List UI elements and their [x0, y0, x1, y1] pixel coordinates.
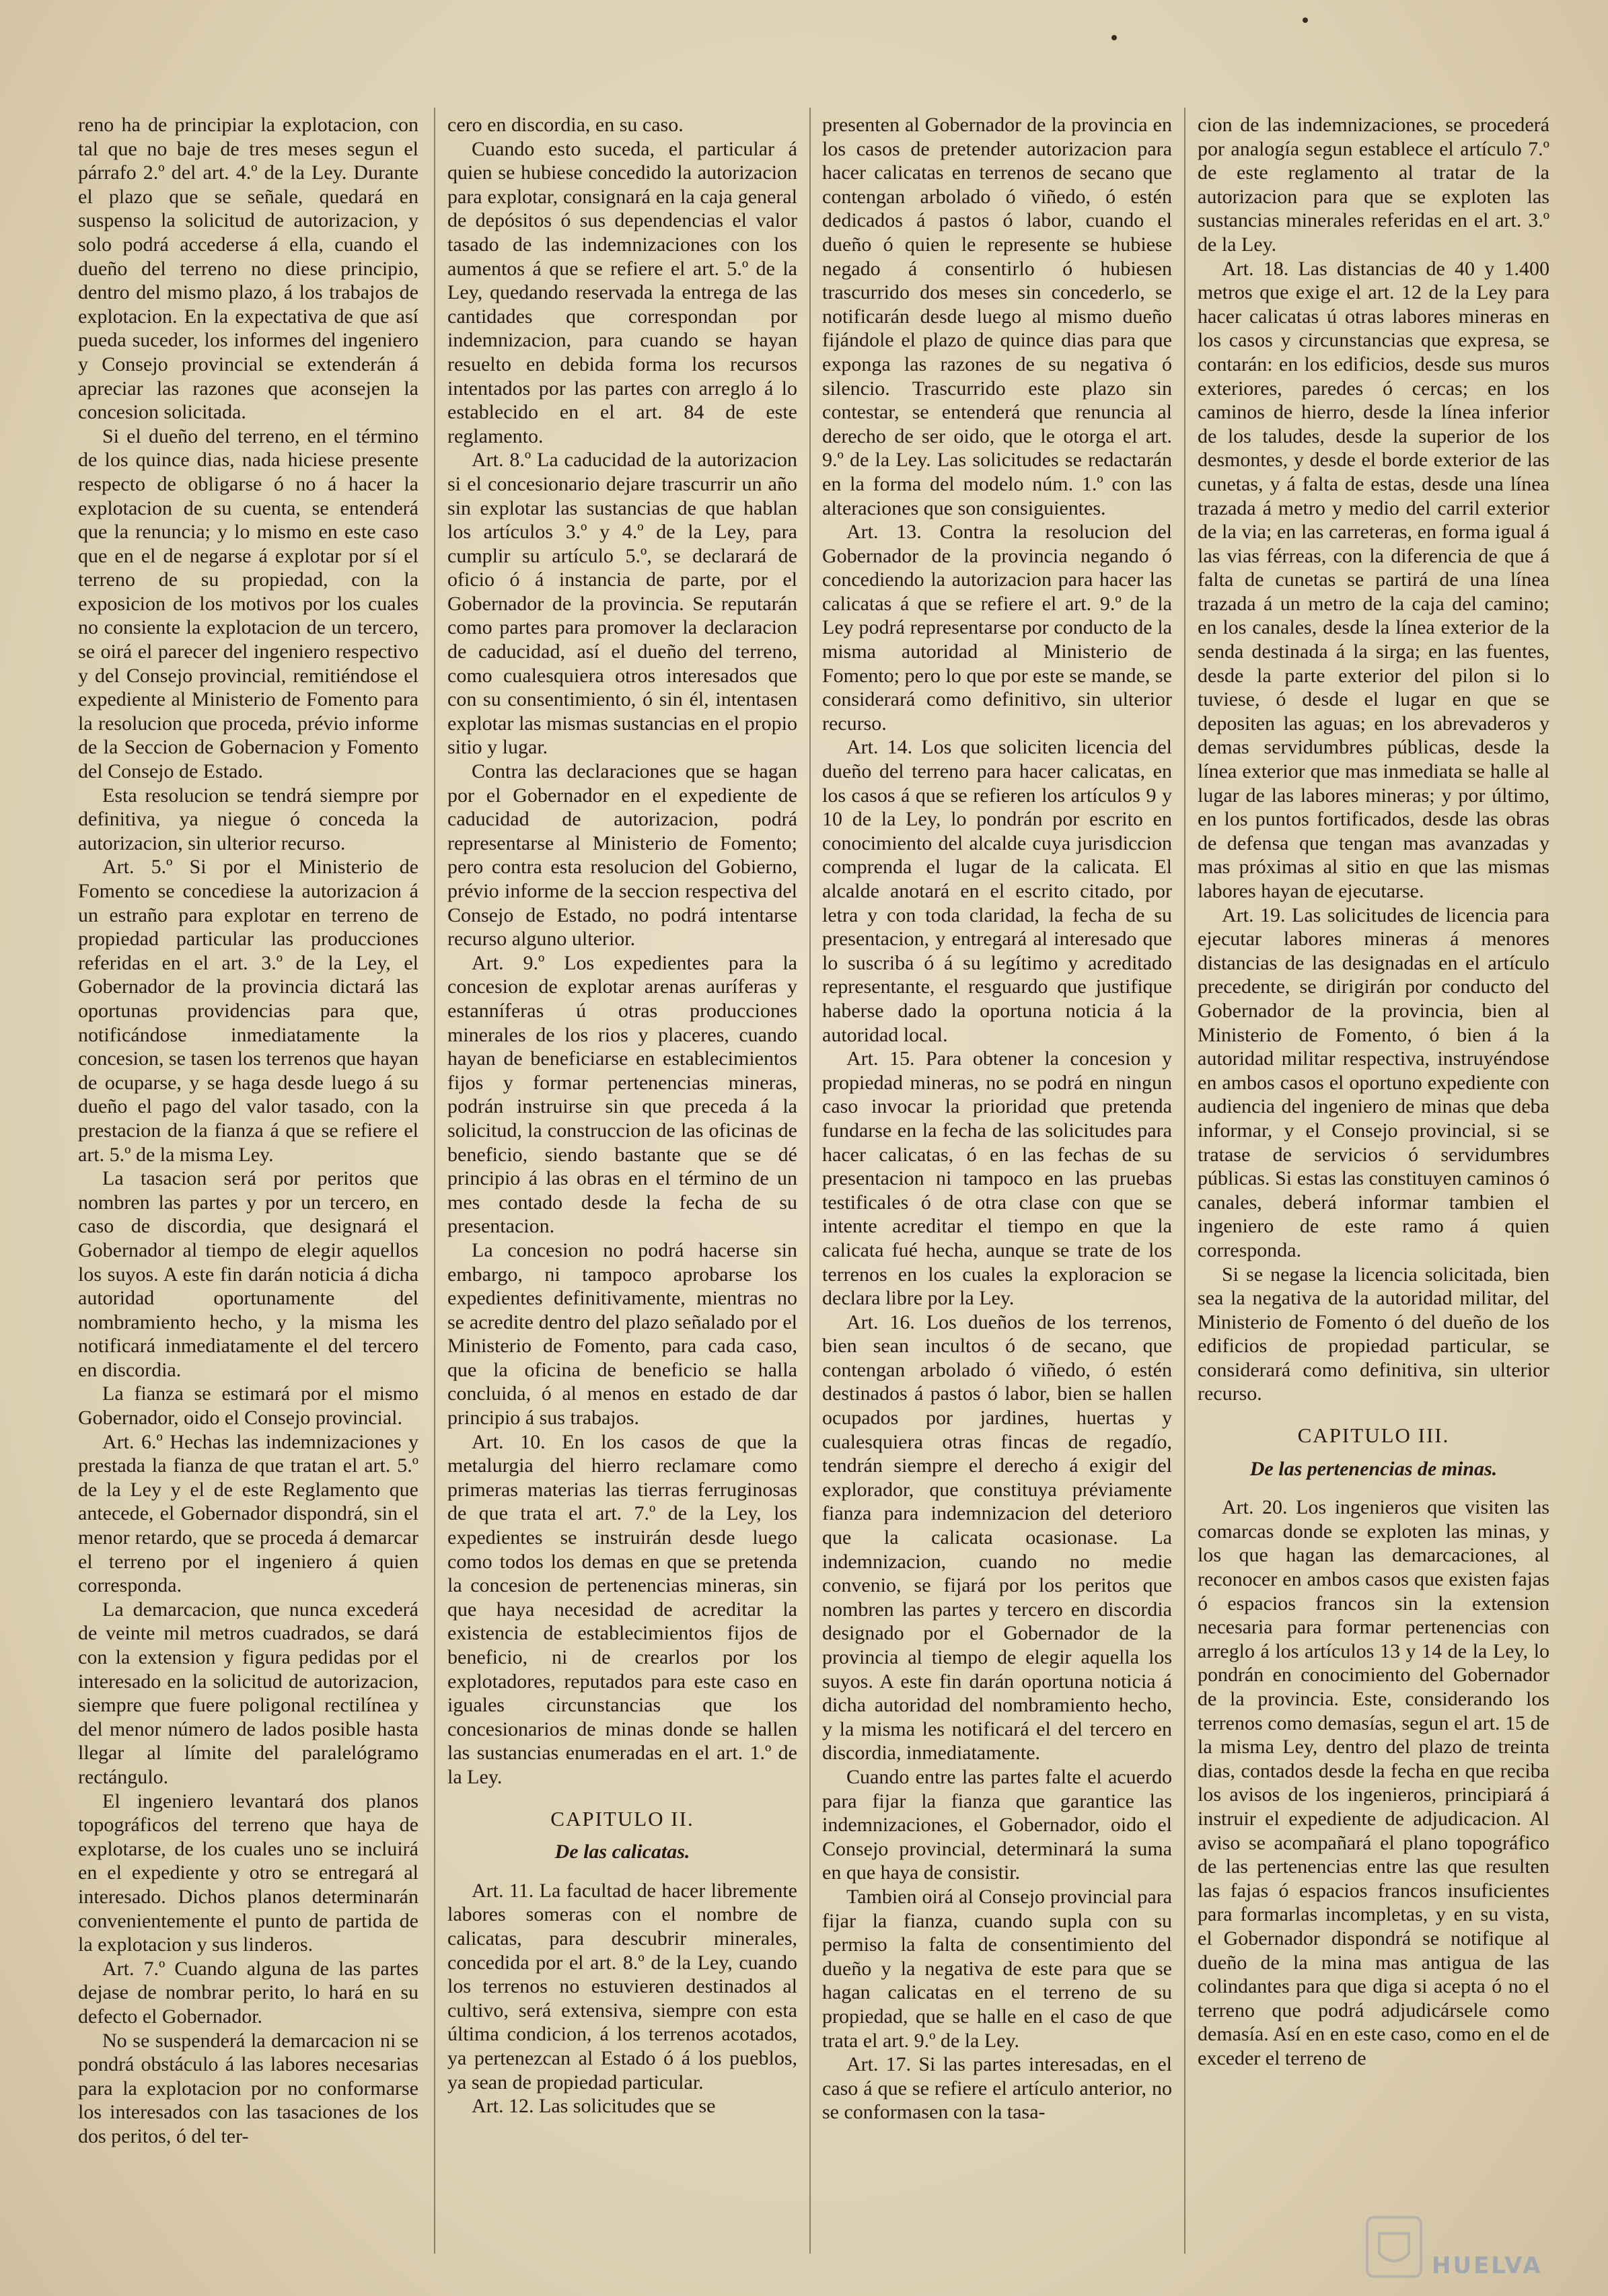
text-column-3: [822, 113, 1172, 2286]
chapter-heading: CAPITULO II.: [550, 1806, 694, 1830]
article-paragraph: Art. 7.º Cuando alguna de las partes dejase de nombrar perito, lo hará en su defecto el Gobernador.: [78, 1957, 418, 2028]
article-paragraph: Art. 9.º Los expedientes para la concesion de explotar arenas auríferas y estanníferas ú otras producciones minerales de los rios y placeres, cuando hayan de beneficiarse en establecimientos fijos y formar pertenencias mineras, podrán instruirse sin que preceda á la solicitud, la construccion de las oficinas de beneficio, siendo bastante que se dé principio á las obras en el término de un mes contado desde la fecha de su presentacion.: [447, 951, 797, 1238]
text-column-2: [447, 113, 797, 2286]
article-paragraph: Art. 19. Las solicitudes de licencia para ejecutar labores mineras á menores distancias de las designadas en el artículo precedente, se dirigirán por conducto del Gobernador de la provincia, bien al Ministerio de Fomento, ó bien á la autoridad militar respectiva, instruyéndose en ambos casos el oportuno expediente con audiencia del ingeniero de minas que deba informar, y el Consejo provincial, si se tratase de servicios ó servidumbres públicas. Si estas las constituyen caminos ó canales, deberá informar tambien el ingeniero de este ramo á quien corresponda.: [1198, 903, 1549, 1261]
article-paragraph: Art. 11. La facultad de hacer libremente labores someras con el nombre de calicatas, para descubrir minerales, concedida por el art. 8.º de la Ley, cuando los terrenos no estuvieren destinados al cultivo, será extensiva, siempre con esta última condicion, á los terrenos acotados, ya pertenezcan al Estado ó á los pueblos, ya sean de propiedad particular.: [447, 1879, 797, 2094]
article-paragraph: reno ha de principiar la explotacion, con tal que no baje de tres meses segun el párrafo 2.º del art. 4.º de la Ley. Durante el plazo que se señale, quedará en suspenso la solicitud de autorizacion, y solo podrá accederse á ella, cuando el dueño del terreno no diese principio, dentro del mismo plazo, á los trabajos de explotacion. En la expectativa de que así pueda suceder, los informes del ingeniero y Consejo provincial se extenderán á apreciar las razones que aconsejen la concesion solicitada.: [78, 114, 418, 424]
article-paragraph: Art. 13. Contra la resolucion del Gobernador de la provincia negando ó concediendo la autorizacion para hacer las calicatas á que se refiere el art. 9.º de la Ley podrá representarse por conducto de la misma autoridad al Ministerio de Fomento; pero lo que por este se mande, se considerará como definitivo, sin ulterior recurso.: [822, 521, 1172, 735]
chapter-subtitle: De las calicatas.: [554, 1841, 690, 1863]
article-paragraph: La demarcacion, que nunca excederá de veinte mil metros cuadrados, se dará con la extension y figura pedidas por el interesado en la solicitud de autorizacion, siempre que fuere poligonal rectilínea y del menor número de lados posible hasta llegar al límite del paralelógramo rectángulo.: [78, 1598, 418, 1788]
text-column-4: [1198, 113, 1549, 2286]
article-paragraph: Art. 18. Las distancias de 40 y 1.400 metros que exige el art. 12 de la Ley para hacer calicatas ú otras labores mineras en los casos y circunstancias que expresa, se contarán: en los edificios, desde sus muros exteriores, paredes ó cercas; en los caminos de hierro, desde la línea inferior de los taludes, desde la superior de los desmontes, y desde el borde exterior de las cunetas, y á falta de estas, desde una línea trazada á metro y medio del carril exterior de la via; en las carreteras, en forma igual á las vias férreas, con la diferencia de que á falta de cunetas se partirá de una línea trazada á un metro de la caja del camino; en los canales, desde la línea exterior de la senda destinada á la sirga; en las fuentes, desde la parte exterior del pilon si lo tuviese, ó desde el lugar en que se depositen las aguas; en los abrevaderos y demas servidumbres públicas, desde la línea exterior que mas inmediata se halle al lugar de las labores mineras; y por último, en los puntos fortificados, desde las obras de defensa que tengan mas avanzadas y mas próximas al sitio en que las mismas labores hayan de ejecutarse.: [1198, 257, 1549, 902]
article-paragraph: La fianza se estimará por el mismo Gobernador, oido el Consejo provincial.: [78, 1382, 418, 1430]
article-paragraph: Tambien oirá al Consejo provincial para fijar la fianza, cuando supla con su permiso la falta de consentimiento del dueño y la negativa de este para que se hagan calicatas en el terreno de su propiedad, que se halle en el caso de que trata el art. 9.º de la Ley.: [822, 1885, 1172, 2052]
article-paragraph: Art. 5.º Si por el Ministerio de Fomento se concediese la autorizacion á un estraño para explotar en terreno de propiedad particular las producciones referidas en el art. 3.º de la Ley, el Gobernador de la provincia dictará las oportunas providencias para que, notificándose inmediatamente la concesion, se tasen los terrenos que hayan de ocuparse, y se haga desde luego á su dueño el pago del valor tasado, con la prestacion de la fianza á que se refiere el art. 5.º de la misma Ley.: [78, 856, 418, 1166]
article-paragraph: Contra las declaraciones que se hagan por el Gobernador en el expediente de caducidad de autorizacion, podrá representarse al Ministerio de Fomento; pero contra esta resolucion del Gobierno, prévio informe de la seccion respectiva del Consejo de Estado, no podrá intentarse recurso alguno ulterior.: [447, 760, 797, 951]
article-paragraph: Art. 15. Para obtener la concesion y propiedad mineras, no se podrá en ningun caso invocar la prioridad que pretenda fundarse en la fecha de las solicitudes para hacer calicatas, ó en las fechas de su presentacion ni tampoco en las pruebas testificales ó de otra clase con que se intente acreditar el tiempo en que la calicata fué hecha, aunque se trate de los terrenos en los cuales la exploracion se declara libre por la Ley.: [822, 1047, 1172, 1310]
article-paragraph: La concesion no podrá hacerse sin embargo, ni tampoco aprobarse los expedientes definitivamente, mientras no se acredite dentro del plazo señalado por el Ministerio de Fomento, para cada caso, que la oficina de beneficio se halla concluida, ó al menos en estado de dar principio á sus trabajos.: [447, 1238, 797, 1430]
chapter-subtitle: De las pertenencias de minas.: [1249, 1457, 1498, 1480]
article-paragraph: presenten al Gobernador de la provincia en los casos de pretender autorizacion para hacer calicatas en terrenos de secano que contengan arbolado ó viñedo, ó estén dedicados á pastos ó labor, cuando el dueño ó quien le represente se hubiese negado á consentirlo ó hubiesen trascurrido dos meses sin concederlo, se notificarán desde luego al mismo dueño fijándole el plazo de quince dias para que exponga las razones de su negativa ó silencio. Trascurrido este plazo sin contestar, se entenderá que renuncia al derecho de ser oido, que le otorga el art. 9.º de la Ley. Las solicitudes se redactarán en la forma del modelo núm. 1.º con las alteraciones que son consiguientes.: [822, 114, 1172, 519]
article-paragraph: Art. 17. Si las partes interesadas, en el caso á que se refiere el artículo anterior, no se conformasen con la tasa-: [822, 2053, 1172, 2124]
column-rule: [434, 108, 435, 2254]
article-paragraph: No se suspenderá la demarcacion ni se pondrá obstáculo á las labores necesarias para la explotacion por no conformarse los interesados con las tasaciones de los dos peritos, ó del ter-: [78, 2029, 418, 2147]
chapter-heading: CAPITULO III.: [1297, 1423, 1450, 1448]
article-paragraph: Si el dueño del terreno, en el término de los quince dias, nada hiciese presente respecto de obligarse ó no á hacer la explotacion de su cuenta, se entenderá que la renuncia; y lo mismo en este caso que en el de negarse á explotar por sí el terreno de su propiedad, con la exposicion de los motivos por los cuales no consiente la explotacion de un tercero, se oirá el parecer del ingeniero respectivo y del Consejo provincial, remitiéndose el expediente al Ministerio de Fomento para la resolucion que proceda, prévio informe de la Seccion de Gobernacion y Fomento del Consejo de Estado.: [78, 424, 418, 783]
article-paragraph: Art. 10. En los casos de que la metalurgia del hierro reclamare como primeras materias las tierras ferruginosas de que trata el art. 7.º de la Ley, los expedientes se instruirán desde luego como todos los demas en que se pretenda la concesion de pertenencias mineras, sin que haya necesidad de acreditar la existencia de establecimientos fijos de beneficio, ni de crearlos por los explotadores, reputados para este caso en iguales circunstancias que los concesionarios de minas donde se hallen las sustancias enumeradas en el art. 1.º de la Ley.: [447, 1430, 797, 1788]
archive-watermark: HUELVA: [1432, 2252, 1543, 2279]
article-paragraph: Si se negase la licencia solicitada, bien sea la negativa de la autoridad militar, del Ministerio de Fomento ó del dueño de los edificios de propiedad particular, se considerará como definitiva, sin ulterior recurso.: [1198, 1263, 1549, 1405]
article-paragraph: Art. 8.º La caducidad de la autorizacion si el concesionario dejare trascurrir un año sin explotar las sustancias de que hablan los artículos 3.º y 4.º de la Ley, para cumplir su artículo 5.º, se declarará de oficio ó á instancia de parte, por el Gobernador de la provincia. Se reputarán como partes para promover la declaracion de caducidad, así el dueño del terreno, como cualesquiera otros interesados que con su consentimiento, ó sin él, intentasen explotar las mismas sustancias en el propio sitio y lugar.: [447, 449, 797, 759]
article-paragraph: Art. 20. Los ingenieros que visiten las comarcas donde se exploten las minas, y los que hagan las demarcaciones, al reconocer en ambos casos que existen fajas ó espacios francos sin la extension necesaria para formar pertenencias con arreglo á los artículos 13 y 14 de la Ley, lo pondrán en conocimiento del Gobernador de la provincia. Este, considerando los terrenos como demasías, segun el art. 15 de la misma Ley, dentro del plazo de treinta dias, contados desde la fecha en que reciba los avisos de los ingenieros, principiará á instruir el expediente de adjudicacion. Al aviso se acompañará el plano topográfico de las pertenencias entre las que resulten las fajas ó espacios francos insuficientes para formarlas incompletas, y en su vista, el Gobernador dispondrá se notifique al dueño de la mina mas antigua de las colindantes para que diga si acepta ó no el terreno que podrá adjudicársele como demasía. Así en en este caso, como en el de exceder el terreno de: [1198, 1496, 1549, 2069]
article-paragraph: Art. 6.º Hechas las indemnizaciones y prestada la fianza de que tratan el art. 5.º de la Ley y el de este Reglamento que antecede, el Gobernador dispondrá, sin el menor retardo, que se proceda á demarcar el terreno por el ingeniero á quien corresponda.: [78, 1430, 418, 1597]
column-rule: [809, 108, 811, 2254]
page-speck: [1111, 35, 1117, 40]
page-speck: [1303, 17, 1308, 23]
article-paragraph: Art. 16. Los dueños de los terrenos, bien sean incultos ó de secano, que contengan arbolado ó viñedo, ó estén destinados á pastos ó labor, bien se hallen ocupados por jardines, huertas y cualesquiera otras fincas de regadío, tendrán siempre el derecho á exigir del explorador, que constituya préviamente fianza para indemnizacion del deterioro que la calicata ocasionase. La indemnizacion, cuando no medie convenio, se fijará por los peritos que nombren las partes y tercero en discordia designado por el Gobernador de la provincia al tiempo de elegir aquella los suyos. A este fin darán oportuna noticia á dicha autoridad del nombramiento hecho, y la misma les notificará el del tercero en discordia, inmediatamente.: [822, 1310, 1172, 1765]
text-column-1: [78, 113, 418, 2286]
article-paragraph: La tasacion será por peritos que nombren las partes y por un tercero, en caso de discordia, que designará el Gobernador al tiempo de elegir aquellos los suyos. A este fin darán noticia á dicha autoridad oportunamente del nombramiento hecho, y la misma les notificará inmediatamente el del tercero en discordia.: [78, 1167, 418, 1381]
article-paragraph: Art. 14. Los que soliciten licencia del dueño del terreno para hacer calicatas, en los casos á que se refieren los artículos 9 y 10 de la Ley, lo pondrán por escrito en conocimiento del alcalde cuya jurisdiccion comprenda el lugar de la calicata. El alcalde anotará en el escrito citado, por letra y con toda claridad, la fecha de su presentacion, y entregará al interesado que lo suscriba ó á su legítimo y acreditado representante, el resguardo que justifique haberse dado la oportuna noticia á la autoridad local.: [822, 736, 1172, 1046]
article-paragraph: Cuando esto suceda, el particular á quien se hubiese concedido la autorizacion para explotar, consignará en la caja general de depósitos ó sus dependencias el valor tasado de las indemnizaciones con los aumentos á que se refiere el art. 5.º de la Ley, quedando reservada la entrega de las cantidades que correspondan por indemnizacion, para cuando se hayan resuelto en debida forma los recursos intentados por las partes con arreglo á lo establecido en el art. 84 de este reglamento.: [447, 137, 797, 447]
column-rule: [1184, 108, 1185, 2254]
article-paragraph: Esta resolucion se tendrá siempre por definitiva, ya niegue ó conceda la autorizacion, sin ulterior recurso.: [78, 784, 418, 854]
article-paragraph: cion de las indemnizaciones, se procederá por analogía segun establece el artículo 7.º de este reglamento al tratar de la autorizacion para que se exploten las sustancias minerales referidas en el art. 3.º de la Ley.: [1198, 114, 1549, 256]
article-paragraph: Art. 12. Las solicitudes que se: [472, 2095, 716, 2118]
article-paragraph: cero en discordia, en su caso.: [447, 114, 684, 136]
article-paragraph: El ingeniero levantará dos planos topográficos del terreno que haya de explotarse, de los cuales uno se incluirá en el expediente y otro se entregará al interesado. Dichos planos determinarán convenientemente el punto de partida de la explotacion y sus linderos.: [78, 1789, 418, 1956]
article-paragraph: Cuando entre las partes falte el acuerdo para fijar la fianza que garantice las indemnizaciones, el Gobernador, oido el Consejo provincial, determinará la suma en que haya de consistir.: [822, 1765, 1172, 1884]
